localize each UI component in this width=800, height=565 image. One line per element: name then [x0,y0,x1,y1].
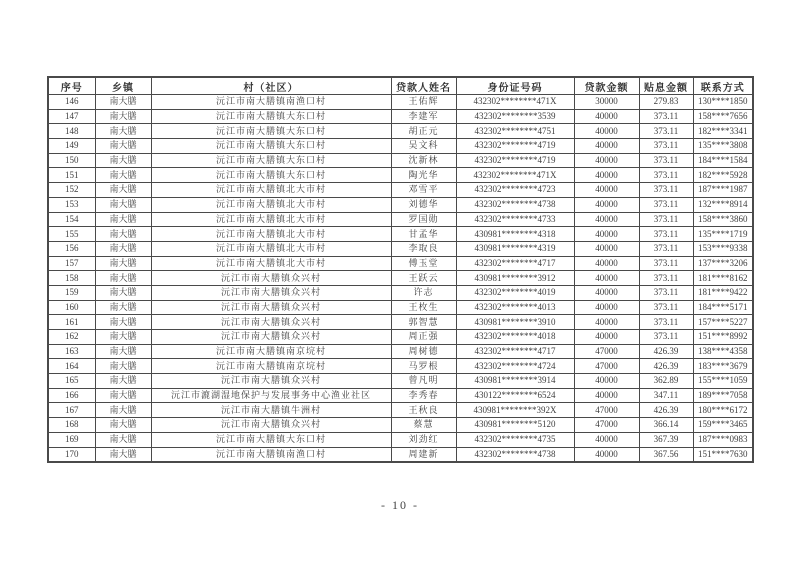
serial-cell: 159 [48,285,95,300]
id-number-cell: 432302********4013 [456,300,574,315]
village-cell: 沅江市南大膳镇众兴村 [151,300,391,315]
subsidy-amount-cell: 373.11 [639,271,693,286]
subsidy-amount-cell: 373.11 [639,124,693,139]
contact-cell: 184****5171 [693,300,753,315]
contact-cell: 182****3341 [693,124,753,139]
subsidy-amount-cell: 426.39 [639,344,693,359]
township-cell: 南大膳 [95,447,151,462]
serial-cell: 156 [48,241,95,256]
serial-cell: 153 [48,197,95,212]
contact-cell: 184****1584 [693,153,753,168]
id-number-cell: 430981********3914 [456,374,574,389]
id-number-cell: 432302********4738 [456,447,574,462]
loan-amount-cell: 40000 [574,168,639,183]
column-header-township: 乡镇 [95,77,151,95]
village-cell: 沅江市南大膳镇北大市村 [151,197,391,212]
loan-amount-cell: 40000 [574,241,639,256]
subsidy-amount-cell: 373.11 [639,197,693,212]
township-cell: 南大膳 [95,418,151,433]
table-row [48,256,753,271]
borrower-name-cell: 甘孟华 [391,227,456,242]
village-cell: 沅江市南大膳镇南渔口村 [151,447,391,462]
id-number-cell: 432302********471X [456,95,574,110]
village-cell: 沅江市南大膳镇北大市村 [151,227,391,242]
loan-amount-cell: 30000 [574,95,639,110]
township-cell: 南大膳 [95,168,151,183]
borrower-name-cell: 王秋良 [391,403,456,418]
village-cell: 沅江市南大膳镇南京垸村 [151,359,391,374]
borrower-name-cell: 周树德 [391,344,456,359]
id-number-cell: 432302********4733 [456,212,574,227]
id-number-cell: 430981********5120 [456,418,574,433]
id-number-cell: 432302********4724 [456,359,574,374]
village-cell: 沅江市南大膳镇众兴村 [151,374,391,389]
loan-amount-cell: 40000 [574,300,639,315]
subsidy-amount-cell: 373.11 [639,300,693,315]
subsidy-amount-cell: 373.11 [639,285,693,300]
id-number-cell: 432302********4719 [456,153,574,168]
contact-cell: 182****5928 [693,168,753,183]
subsidy-amount-cell: 366.14 [639,418,693,433]
table-row [48,109,753,124]
subsidy-amount-cell: 362.89 [639,374,693,389]
loan-amount-cell: 40000 [574,139,639,154]
table-row [48,418,753,433]
serial-cell: 150 [48,153,95,168]
id-number-cell: 432302********4719 [456,139,574,154]
loan-amount-cell: 47000 [574,418,639,433]
table-row [48,315,753,330]
serial-cell: 155 [48,227,95,242]
borrower-name-cell: 胡正元 [391,124,456,139]
serial-cell: 146 [48,95,95,110]
id-number-cell: 432302********4738 [456,197,574,212]
loan-amount-cell: 40000 [574,285,639,300]
table-row [48,183,753,198]
table-row [48,168,753,183]
contact-cell: 187****1987 [693,183,753,198]
column-header-loan-amount: 贷款金额 [574,77,639,95]
borrower-name-cell: 罗国勋 [391,212,456,227]
subsidy-amount-cell: 373.11 [639,183,693,198]
loan-amount-cell: 40000 [574,271,639,286]
village-cell: 沅江市南大膳镇北大市村 [151,212,391,227]
township-cell: 南大膳 [95,95,151,110]
township-cell: 南大膳 [95,241,151,256]
village-cell: 沅江市南大膳镇大东口村 [151,109,391,124]
contact-cell: 130****1850 [693,95,753,110]
borrower-name-cell: 邓雪平 [391,183,456,198]
column-header-borrower-name: 贷款人姓名 [391,77,456,95]
table-row [48,447,753,462]
subsidy-amount-cell: 373.11 [639,168,693,183]
loan-amount-cell: 40000 [574,432,639,447]
subsidy-amount-cell: 373.11 [639,153,693,168]
borrower-name-cell: 沈新林 [391,153,456,168]
village-cell: 沅江市南大膳镇北大市村 [151,183,391,198]
subsidy-amount-cell: 373.11 [639,109,693,124]
column-header-village: 村（社区） [151,77,391,95]
serial-cell: 158 [48,271,95,286]
table-row [48,403,753,418]
loan-table-body [48,95,753,463]
table-row [48,359,753,374]
township-cell: 南大膳 [95,300,151,315]
serial-cell: 168 [48,418,95,433]
township-cell: 南大膳 [95,344,151,359]
id-number-cell: 432302********4717 [456,256,574,271]
borrower-name-cell: 蔡慧 [391,418,456,433]
township-cell: 南大膳 [95,285,151,300]
borrower-name-cell: 曾凡明 [391,374,456,389]
village-cell: 沅江市南大膳镇大东口村 [151,124,391,139]
village-cell: 沅江市漉湖湿地保护与发展事务中心渔业社区 [151,388,391,403]
loan-amount-cell: 40000 [574,197,639,212]
contact-cell: 153****9338 [693,241,753,256]
township-cell: 南大膳 [95,330,151,345]
id-number-cell: 430122********6524 [456,388,574,403]
subsidy-amount-cell: 373.11 [639,315,693,330]
borrower-name-cell: 李建军 [391,109,456,124]
table-row [48,271,753,286]
serial-cell: 152 [48,183,95,198]
township-cell: 南大膳 [95,183,151,198]
village-cell: 沅江市南大膳镇众兴村 [151,315,391,330]
id-number-cell: 430981********3910 [456,315,574,330]
loan-amount-cell: 40000 [574,212,639,227]
borrower-name-cell: 刘德华 [391,197,456,212]
contact-cell: 158****3860 [693,212,753,227]
borrower-name-cell: 陶光华 [391,168,456,183]
id-number-cell: 430981********3912 [456,271,574,286]
id-number-cell: 432302********471X [456,168,574,183]
township-cell: 南大膳 [95,403,151,418]
borrower-name-cell: 郭智慧 [391,315,456,330]
contact-cell: 189****7058 [693,388,753,403]
township-cell: 南大膳 [95,109,151,124]
id-number-cell: 432302********3539 [456,109,574,124]
loan-table [47,76,754,463]
id-number-cell: 430981********4319 [456,241,574,256]
township-cell: 南大膳 [95,124,151,139]
subsidy-amount-cell: 426.39 [639,359,693,374]
contact-cell: 180****6172 [693,403,753,418]
serial-cell: 148 [48,124,95,139]
table-row [48,285,753,300]
column-header-id-number: 身份证号码 [456,77,574,95]
loan-amount-cell: 40000 [574,374,639,389]
column-header-contact: 联系方式 [693,77,753,95]
loan-amount-cell: 47000 [574,359,639,374]
township-cell: 南大膳 [95,388,151,403]
township-cell: 南大膳 [95,256,151,271]
contact-cell: 135****1719 [693,227,753,242]
table-row [48,212,753,227]
serial-cell: 165 [48,374,95,389]
column-header-serial: 序号 [48,77,95,95]
subsidy-amount-cell: 373.11 [639,256,693,271]
table-row [48,388,753,403]
township-cell: 南大膳 [95,197,151,212]
township-cell: 南大膳 [95,271,151,286]
village-cell: 沅江市南大膳镇南京垸村 [151,344,391,359]
loan-amount-cell: 40000 [574,256,639,271]
contact-cell: 151****7630 [693,447,753,462]
contact-cell: 151****8992 [693,330,753,345]
contact-cell: 159****3465 [693,418,753,433]
table-header-row [48,77,753,95]
subsidy-amount-cell: 367.39 [639,432,693,447]
borrower-name-cell: 马罗根 [391,359,456,374]
borrower-name-cell: 李取良 [391,241,456,256]
subsidy-amount-cell: 347.11 [639,388,693,403]
serial-cell: 149 [48,139,95,154]
contact-cell: 158****7656 [693,109,753,124]
subsidy-amount-cell: 373.11 [639,139,693,154]
serial-cell: 166 [48,388,95,403]
table-row [48,227,753,242]
village-cell: 沅江市南大膳镇众兴村 [151,285,391,300]
contact-cell: 137****3206 [693,256,753,271]
serial-cell: 167 [48,403,95,418]
contact-cell: 138****4358 [693,344,753,359]
table-row [48,197,753,212]
contact-cell: 132****8914 [693,197,753,212]
village-cell: 沅江市南大膳镇大东口村 [151,139,391,154]
township-cell: 南大膳 [95,315,151,330]
township-cell: 南大膳 [95,359,151,374]
contact-cell: 187****0983 [693,432,753,447]
village-cell: 沅江市南大膳镇北大市村 [151,241,391,256]
contact-cell: 157****5227 [693,315,753,330]
id-number-cell: 432302********4723 [456,183,574,198]
subsidy-amount-cell: 426.39 [639,403,693,418]
loan-amount-cell: 47000 [574,403,639,418]
table-row [48,95,753,110]
loan-amount-cell: 40000 [574,109,639,124]
contact-cell: 135****3808 [693,139,753,154]
village-cell: 沅江市南大膳镇牛洲村 [151,403,391,418]
subsidy-amount-cell: 373.11 [639,330,693,345]
serial-cell: 160 [48,300,95,315]
serial-cell: 170 [48,447,95,462]
village-cell: 沅江市南大膳镇北大市村 [151,256,391,271]
id-number-cell: 432302********4018 [456,330,574,345]
village-cell: 沅江市南大膳镇南渔口村 [151,95,391,110]
township-cell: 南大膳 [95,432,151,447]
loan-amount-cell: 40000 [574,447,639,462]
loan-amount-cell: 47000 [574,344,639,359]
table-row [48,374,753,389]
village-cell: 沅江市南大膳镇众兴村 [151,271,391,286]
table-row [48,344,753,359]
subsidy-amount-cell: 279.83 [639,95,693,110]
subsidy-amount-cell: 373.11 [639,212,693,227]
table-row [48,241,753,256]
borrower-name-cell: 王跃云 [391,271,456,286]
serial-cell: 164 [48,359,95,374]
table-row [48,300,753,315]
borrower-name-cell: 李秀春 [391,388,456,403]
loan-amount-cell: 40000 [574,315,639,330]
table-row [48,432,753,447]
table-row [48,139,753,154]
borrower-name-cell: 傅玉堂 [391,256,456,271]
contact-cell: 181****9422 [693,285,753,300]
borrower-name-cell: 周正强 [391,330,456,345]
id-number-cell: 432302********4019 [456,285,574,300]
borrower-name-cell: 吴文科 [391,139,456,154]
loan-amount-cell: 40000 [574,183,639,198]
borrower-name-cell: 许志 [391,285,456,300]
loan-amount-cell: 40000 [574,227,639,242]
contact-cell: 181****8162 [693,271,753,286]
borrower-name-cell: 王佑辉 [391,95,456,110]
contact-cell: 155****1059 [693,374,753,389]
serial-cell: 154 [48,212,95,227]
village-cell: 沅江市南大膳镇众兴村 [151,330,391,345]
township-cell: 南大膳 [95,212,151,227]
id-number-cell: 432302********4717 [456,344,574,359]
village-cell: 沅江市南大膳镇大东口村 [151,153,391,168]
serial-cell: 163 [48,344,95,359]
table-row [48,124,753,139]
subsidy-amount-cell: 373.11 [639,241,693,256]
table-row [48,330,753,345]
serial-cell: 169 [48,432,95,447]
borrower-name-cell: 刘劲红 [391,432,456,447]
village-cell: 沅江市南大膳镇大东口村 [151,168,391,183]
borrower-name-cell: 周建新 [391,447,456,462]
loan-amount-cell: 40000 [574,330,639,345]
township-cell: 南大膳 [95,374,151,389]
serial-cell: 162 [48,330,95,345]
column-header-subsidy-amount: 贴息金额 [639,77,693,95]
loan-amount-cell: 40000 [574,124,639,139]
serial-cell: 157 [48,256,95,271]
township-cell: 南大膳 [95,139,151,154]
id-number-cell: 432302********4751 [456,124,574,139]
id-number-cell: 430981********4318 [456,227,574,242]
loan-amount-cell: 40000 [574,153,639,168]
serial-cell: 147 [48,109,95,124]
serial-cell: 161 [48,315,95,330]
id-number-cell: 430981********392X [456,403,574,418]
id-number-cell: 432302********4735 [456,432,574,447]
page-number: - 10 - [381,498,419,512]
village-cell: 沅江市南大膳镇众兴村 [151,418,391,433]
village-cell: 沅江市南大膳镇大东口村 [151,432,391,447]
table-row [48,153,753,168]
borrower-name-cell: 王枚生 [391,300,456,315]
subsidy-amount-cell: 367.56 [639,447,693,462]
serial-cell: 151 [48,168,95,183]
contact-cell: 183****3679 [693,359,753,374]
subsidy-amount-cell: 373.11 [639,227,693,242]
township-cell: 南大膳 [95,153,151,168]
township-cell: 南大膳 [95,227,151,242]
loan-amount-cell: 40000 [574,388,639,403]
